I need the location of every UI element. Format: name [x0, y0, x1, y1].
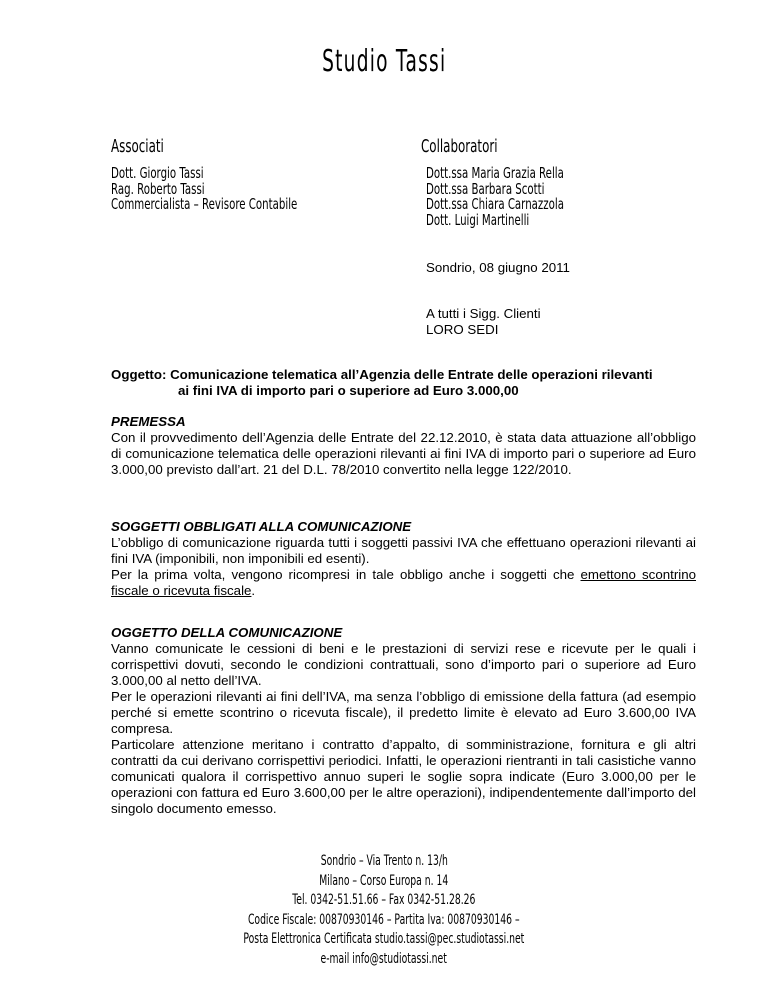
footer-line: Milano – Corso Europa n. 14: [319, 872, 449, 889]
oggetto-text: Vanno comunicate le cessioni di beni e le prestazioni di servizi rese e ricevute per le quali i corrispettivi dovuti, secondo le condizioni contrattuali, sono d’importo pari o superiore ad Euro 3.000,00 al netto dell’IVA.: [111, 641, 696, 688]
premessa-paragraph: Con il provvedimento dell’Agenzia delle Entrate del 22.12.2010, è stata data attuazione all’obbligo di comunicazione telematica delle operazioni rilevanti ai fini IVA di importo pari o superiore ad Euro 3.000,00 previsto dall’art. 21 del D.L. 78/2010 convertito nella legge 122/2010.: [111, 430, 696, 477]
oggetto-text: Per le operazioni rilevanti ai fini dell’IVA, ma senza l’obbligo di emissione della fattura (ad esempio perché si emette scontrino o ricevuta fiscale), il predetto limite è elevato ad Euro 3.600,00 IVA compresa.: [111, 689, 696, 736]
collaborator-name: Dott.ssa Maria Grazia Rella: [426, 164, 564, 182]
soggetti-text: L’obbligo di comunicazione riguarda tutti i soggetti passivi IVA che effettuano operazioni rilevanti ai fini IVA (imponibili, non imponibili ed esenti).: [111, 535, 696, 566]
associate-name: Rag. Roberto Tassi: [111, 179, 205, 198]
oggetto-text: Particolare attenzione meritano i contratto d’appalto, di somministrazione, fornitura e gli altri contratti da cui derivano corrispettivi periodici. Infatti, le operazioni rientranti in tali casistiche vanno comunicati qualora il corrispettivo annuo superi le soglie sopra indicate (Euro 3.000,00 per le operazioni con fattura ed Euro 3.600,00 per le altre operazioni), indipendentemente dall’importo del singolo documento emesso.: [111, 737, 696, 816]
soggetti-paragraph: [111, 535, 696, 599]
footer-line: Posta Elettronica Certificata studio.tassi@pec.studiotassi.net: [243, 931, 525, 948]
associates-heading: Associati: [111, 136, 164, 157]
firm-name: Studio Tassi: [321, 44, 447, 79]
letterhead-footer: [0, 852, 768, 970]
letter-date: Sondrio, 08 giugno 2011: [426, 260, 570, 275]
footer-line: Codice Fiscale: 00870930146 – Partita Iva: 00870930146 –: [248, 911, 520, 928]
collaborator-name: Dott.ssa Chiara Carnazzola: [426, 195, 564, 213]
collaborators-heading: Collaboratori: [421, 136, 498, 157]
associate-name: Dott. Giorgio Tassi: [111, 164, 204, 182]
footer-line: e-mail info@studiotassi.net: [320, 950, 448, 967]
underlined-text: emettono scontrino fiscale o ricevuta fiscale: [111, 567, 696, 598]
subject-line: ai fini IVA di importo pari o superiore ad Euro 3.000,00: [178, 383, 519, 398]
associate-title: Commercialista – Revisore Contabile: [111, 195, 298, 213]
associates-list: [111, 166, 385, 213]
recipient-line: LORO SEDI: [426, 322, 499, 337]
footer-line: Tel. 0342-51.51.66 – Fax 0342-51.28.26: [292, 892, 476, 909]
collaborator-name: Dott.ssa Barbara Scotti: [426, 179, 545, 198]
footer-line: Sondrio – Via Trento n. 13/h: [320, 853, 448, 869]
collaborators-list: [426, 166, 629, 228]
section-title-premessa: PREMESSA: [111, 414, 186, 429]
subject-line: Oggetto: Comunicazione telematica all’Agenzia delle Entrate delle operazioni rilevanti: [111, 367, 653, 382]
letter-subject: [111, 367, 701, 399]
collaborator-name: Dott. Luigi Martinelli: [426, 210, 530, 229]
section-title-soggetti: SOGGETTI OBBLIGATI ALLA COMUNICAZIONE: [111, 519, 412, 534]
recipient-block: [426, 306, 541, 338]
soggetti-text: Per la prima volta, vengono ricompresi in tale obbligo anche i soggetti che emettono scontrino fiscale o ricevuta fiscale.: [111, 567, 696, 598]
oggetto-paragraph: [111, 641, 696, 817]
section-title-oggetto: OGGETTO DELLA COMUNICAZIONE: [111, 625, 343, 640]
recipient-line: A tutti i Sigg. Clienti: [426, 306, 541, 321]
